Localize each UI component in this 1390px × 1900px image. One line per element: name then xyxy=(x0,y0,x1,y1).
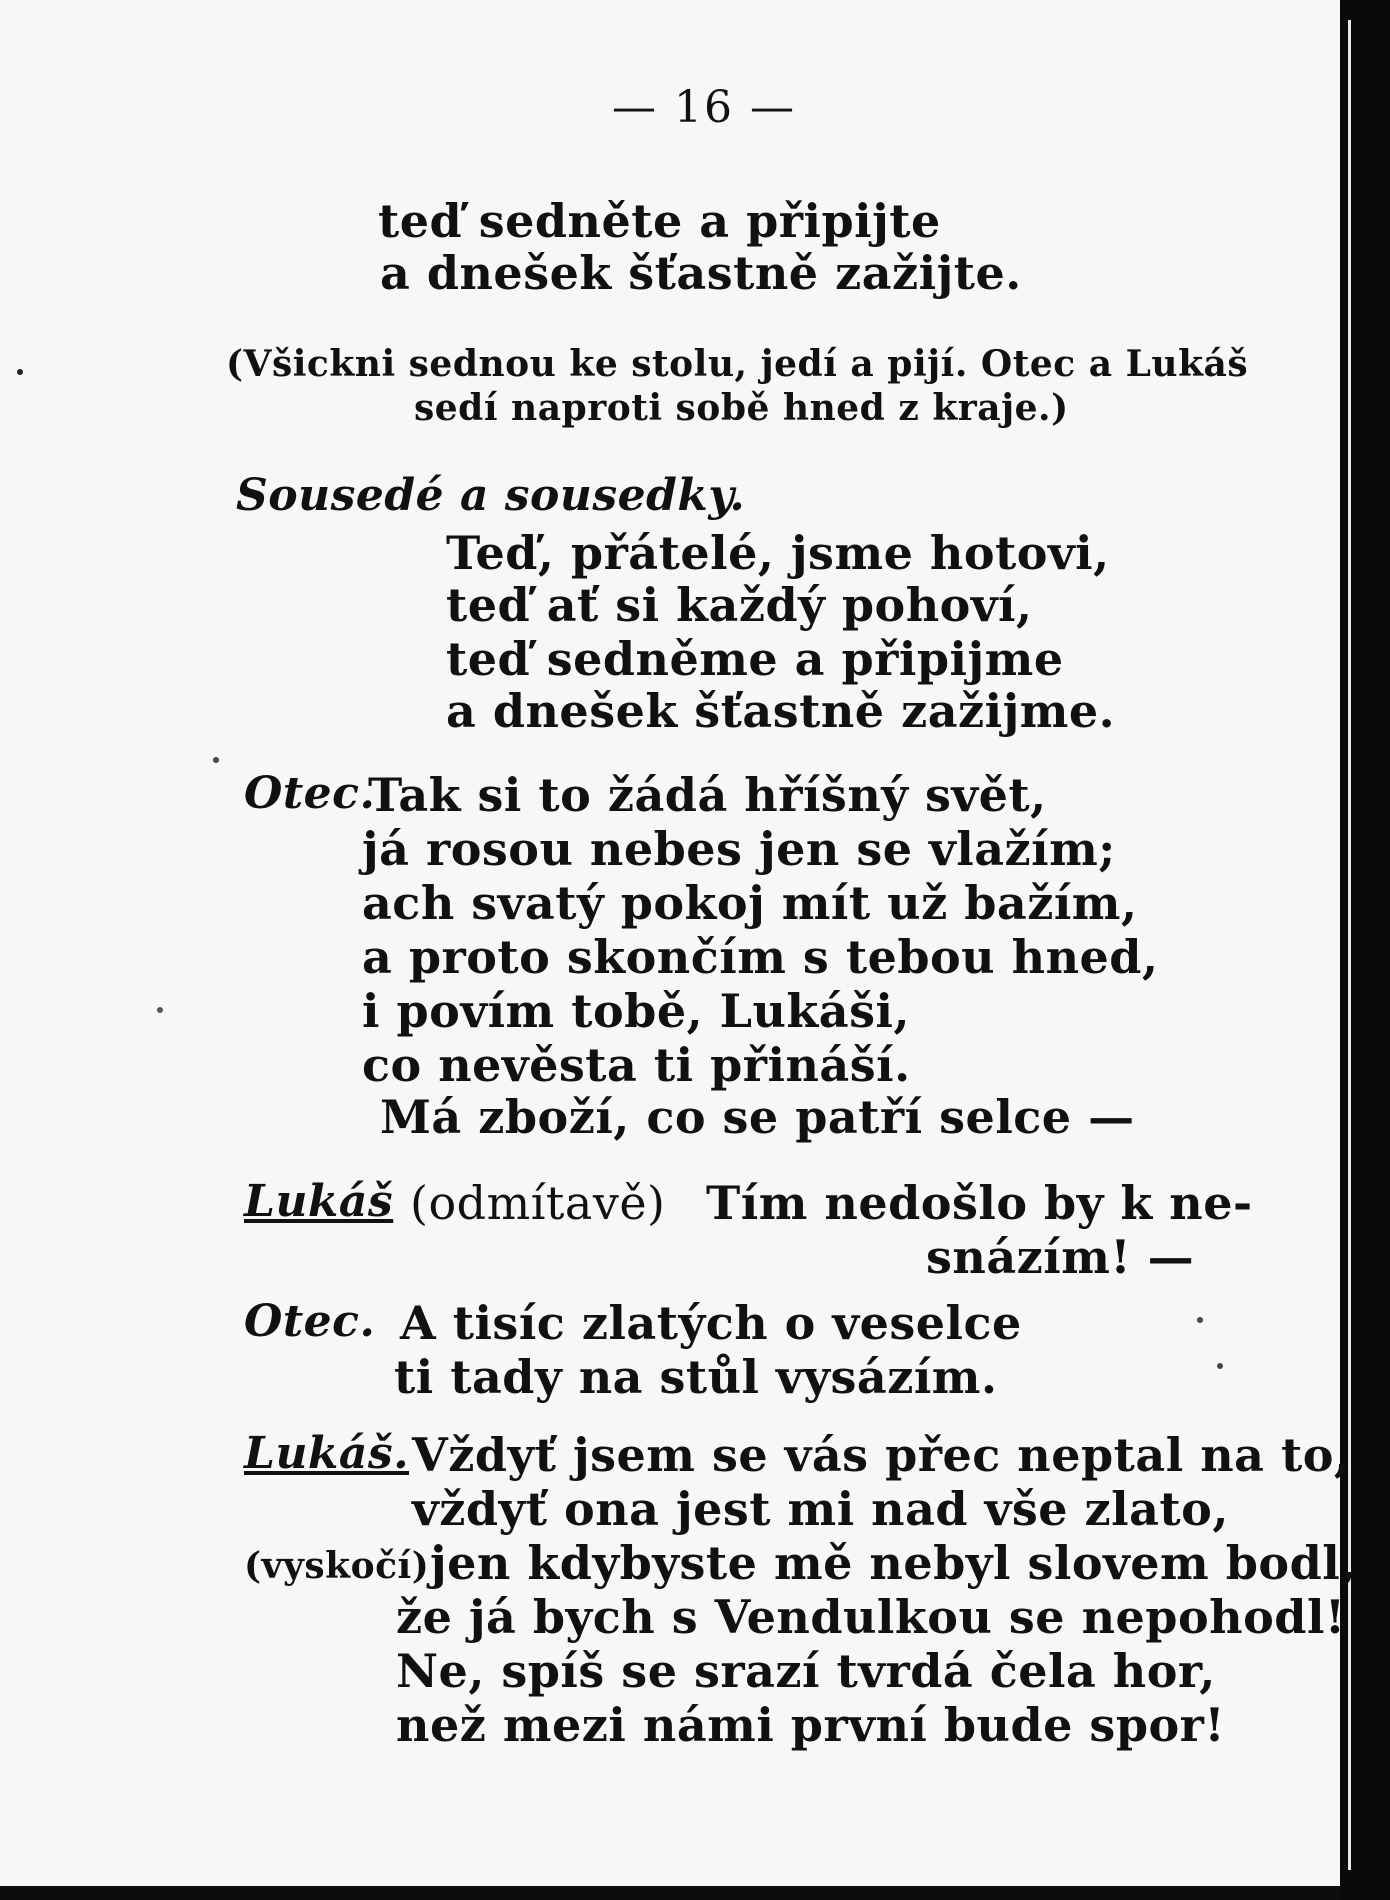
speaker-chorus: Sousedé a sousedky. xyxy=(236,470,746,521)
otec-1-line-2: já rosou nebes jen se vlažím; xyxy=(362,822,1116,876)
lukas-2-direction: (vyskočí) xyxy=(244,1545,430,1587)
otec-1-line-3: ach svatý pokoj mít už bažím, xyxy=(362,876,1138,930)
lukas-2-line-1: Vždyť jsem se vás přec neptal na to, xyxy=(412,1428,1351,1482)
opening-line-2: a dnešek šťastně zažijte. xyxy=(380,246,1022,300)
otec-1-line-1: Tak si to žádá hříšný svět, xyxy=(368,768,1047,822)
stage-direction-line-1: (Všickni sednou ke stolu, jedí a pijí. Otec a Lukáš xyxy=(226,343,1249,385)
chorus-line-2: teď ať si každý pohoví, xyxy=(446,578,1033,632)
chorus-line-4: a dnešek šťastně zažijme. xyxy=(446,684,1116,738)
otec-2-line-2: ti tady na stůl vysázím. xyxy=(394,1350,998,1404)
lukas-1-direction: (odmítavě) xyxy=(410,1176,666,1230)
speaker-otec-2: Otec. xyxy=(244,1296,376,1347)
lukas-2-line-4: že já bych s Vendulkou se nepohodl! xyxy=(396,1590,1346,1644)
speaker-lukas-1: Lukáš xyxy=(244,1176,394,1227)
chorus-line-1: Teď, přátelé, jsme hotovi, xyxy=(446,526,1110,580)
speaker-otec-1: Otec. xyxy=(244,768,376,819)
lukas-2-line-3: jen kdybyste mě nebyl slovem bodl, xyxy=(430,1536,1357,1590)
otec-1-line-4: a proto skončím s tebou hned, xyxy=(362,930,1159,984)
lukas-1-line-2: snázím! — xyxy=(926,1230,1195,1284)
otec-1-line-5: i povím tobě, Lukáši, xyxy=(362,984,910,1038)
speaker-lukas-2: Lukáš. xyxy=(244,1428,410,1479)
page-edge xyxy=(1348,20,1351,1870)
page-number: — 16 — xyxy=(612,82,796,133)
lukas-2-line-2: vždyť ona jest mi nad vše zlato, xyxy=(412,1482,1229,1536)
lukas-2-line-6: než mezi námi první bude spor! xyxy=(396,1698,1226,1752)
otec-1-line-7: Má zboží, co se patří selce — xyxy=(380,1090,1135,1144)
otec-1-line-6: co nevěsta ti přináší. xyxy=(362,1038,911,1092)
lukas-2-line-5: Ne, spíš se srazí tvrdá čela hor, xyxy=(396,1644,1216,1698)
otec-2-line-1: A tisíc zlatých o veselce xyxy=(400,1296,1022,1350)
opening-line-1: teď sedněte a připijte xyxy=(378,194,941,248)
lukas-1-line-1: Tím nedošlo by k ne- xyxy=(706,1176,1253,1230)
chorus-line-3: teď sedněme a připijme xyxy=(446,632,1064,686)
stage-direction-line-2: sedí naproti sobě hned z kraje.) xyxy=(414,387,1069,429)
